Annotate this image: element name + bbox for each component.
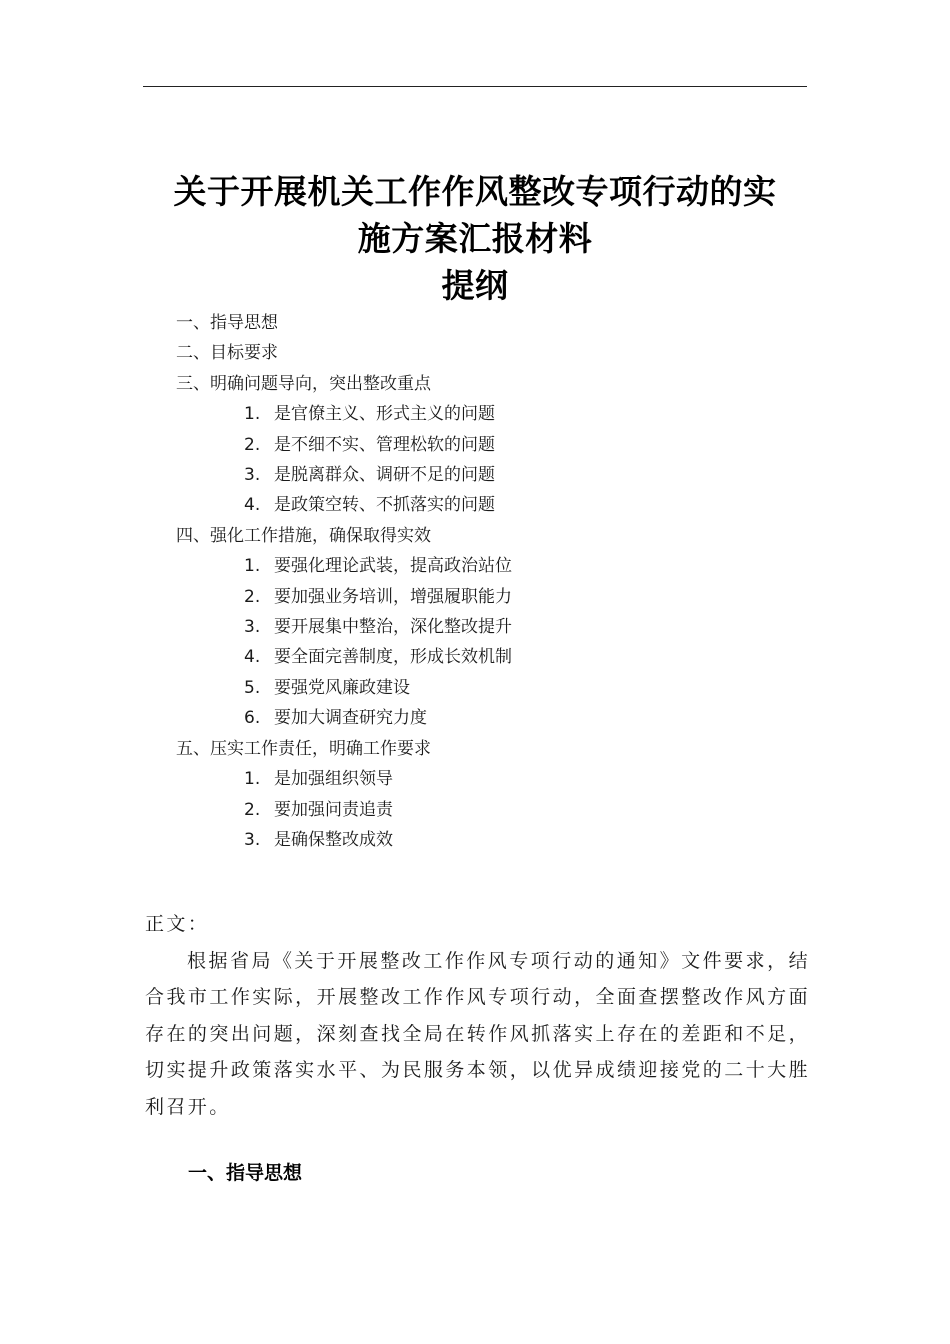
outline-item	[176, 642, 796, 672]
title-line-1: 关于开展机关工作作风整改专项行动的实	[173, 172, 777, 211]
outline-item-text: 要加大调查研究力度	[274, 708, 427, 729]
outline-item	[176, 703, 796, 733]
outline-item	[176, 764, 796, 794]
outline-item-number: 2.	[244, 434, 261, 455]
body-text	[145, 906, 810, 1125]
outline-item	[176, 399, 796, 429]
header-rule	[143, 86, 807, 87]
outline-item	[176, 673, 796, 703]
outline-item-number: 3.	[244, 617, 261, 638]
outline-item-number: 4.	[244, 647, 261, 668]
outline-item-number: 3.	[244, 465, 261, 486]
outline-section-4: 四、强化工作措施，确保取得实效	[176, 525, 431, 546]
outline-item	[176, 430, 796, 460]
body-paragraph: 根据省局《关于开展整改工作作风专项行动的通知》文件要求，结合我市工作实际，开展整改工作作风专项行动，全面查摆整改作风方面存在的突出问题，深刻查找全局在转作风抓落实上存在的差距和不足，切实提升政策落实水平、为民服务本领，以优异成绩迎接党的二十大胜利召开。	[145, 949, 810, 1118]
document-title	[140, 168, 810, 309]
outline-item-text: 是政策空转、不抓落实的问题	[274, 495, 495, 516]
outline-item-number: 1.	[244, 769, 261, 790]
outline-item-text: 是加强组织领导	[274, 769, 393, 790]
outline-item-text: 是不细不实、管理松软的问题	[274, 434, 495, 455]
outline-item-text: 是官僚主义、形式主义的问题	[274, 404, 495, 425]
outline-item-number: 4.	[244, 495, 261, 516]
outline-item-number: 1.	[244, 556, 261, 577]
outline-item-text: 要加强业务培训，增强履职能力	[274, 586, 512, 607]
outline-item	[176, 795, 796, 825]
title-line-3: 提纲	[441, 266, 509, 305]
outline-item	[176, 490, 796, 520]
outline-item	[176, 582, 796, 612]
outline-item-text: 要强化理论武装，提高政治站位	[274, 556, 512, 577]
outline-item-number: 1.	[244, 404, 261, 425]
outline-section-1: 一、指导思想	[176, 313, 278, 333]
outline-item-number: 2.	[244, 586, 261, 607]
outline-item-number: 6.	[244, 708, 261, 729]
outline-item	[176, 825, 796, 855]
outline-item	[176, 612, 796, 642]
body-label: 正文：	[145, 913, 210, 935]
outline-item	[176, 551, 796, 581]
outline-item-number: 3.	[244, 829, 261, 850]
outline-item-number: 5.	[244, 677, 261, 698]
outline-item	[176, 460, 796, 490]
outline-section-5: 五、压实工作责任，明确工作要求	[176, 738, 431, 759]
outline-item-text: 是确保整改成效	[274, 829, 393, 850]
outline-item-text: 要全面完善制度，形成长效机制	[274, 647, 512, 668]
outline-section-2: 二、目标要求	[176, 343, 278, 364]
outline-item-text: 是脱离群众、调研不足的问题	[274, 465, 495, 486]
outline-item-text: 要开展集中整治，深化整改提升	[274, 617, 512, 638]
outline-item-text: 要加强问责追责	[274, 799, 393, 820]
section-heading: 一、指导思想	[188, 1162, 303, 1184]
outline	[176, 308, 796, 855]
outline-item-number: 2.	[244, 799, 261, 820]
title-line-2: 施方案汇报材料	[357, 219, 593, 258]
outline-item-text: 要强党风廉政建设	[274, 677, 410, 698]
outline-section-3: 三、明确问题导向，突出整改重点	[176, 373, 431, 394]
